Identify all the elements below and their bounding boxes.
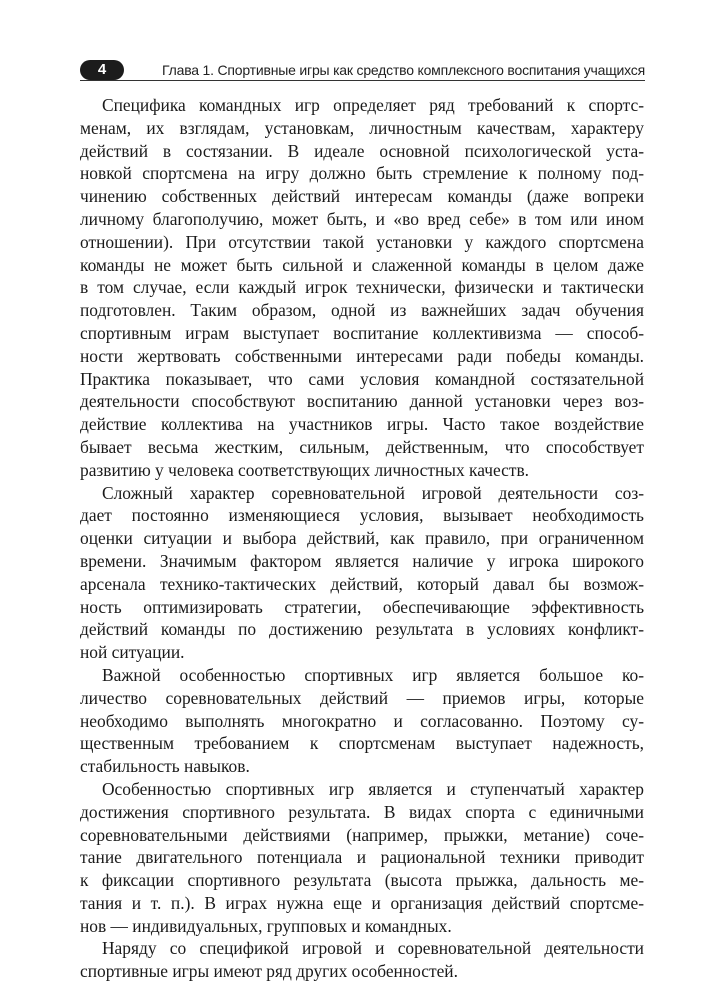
text-line: нов — индивидуальных, групповых и командных. <box>80 915 452 936</box>
text-line: ности жертвовать собственными интересами ради победы команды. <box>80 345 644 366</box>
text-line: соревновательными действиями (например, прыжки, метание) соче- <box>80 824 644 845</box>
text-line: деятельности способствуют воспитанию данной установки через воз- <box>80 391 644 412</box>
text-line: развитию у человека соответствующих личностных качеств. <box>80 459 529 480</box>
text-line: бывает весьма жестким, сильным, действенным, что способствует <box>80 436 644 457</box>
text-line: необходимо выполнять многократно и согласованно. Поэтому су- <box>80 710 644 731</box>
text-line: спортивным играм выступает воспитание коллективизма — способ- <box>80 322 644 343</box>
text-line: подготовлен. Таким образом, одной из важнейших задач обучения <box>80 300 644 321</box>
text-line: Важной особенностью спортивных игр является большое ко- <box>102 664 644 685</box>
text-line: ность оптимизировать стратегии, обеспечивающие эффективность <box>80 596 644 617</box>
text-line: тание двигательного потенциала и рациональной техники приводит <box>80 847 644 868</box>
text-line: к фиксации спортивного результата (высота прыжка, дальность ме- <box>80 870 644 891</box>
text-line: достижения спортивного результата. В видах спорта с единичными <box>80 801 644 822</box>
text-line: новкой спортсмена на игру должно быть стремление к полному под- <box>80 163 644 184</box>
running-header <box>80 60 645 82</box>
text-line: отношении). При отсутствии такой установки у каждого спортсмена <box>80 231 644 252</box>
text-line: оценки ситуации и выбора действий, как правило, при ограниченном <box>80 528 644 549</box>
text-line: ной ситуации. <box>80 642 185 663</box>
running-title: Глава 1. Спортивные игры как средство комплексного воспитания учащихся <box>162 62 645 78</box>
body-text <box>80 94 644 983</box>
text-line: стабильность навыков. <box>80 756 250 777</box>
text-line: Наряду со спецификой игровой и соревновательной деятельности <box>102 938 644 959</box>
paragraph <box>80 482 644 664</box>
text-line: щественным требованием к спортсменам выступает надежность, <box>80 733 644 754</box>
paragraph <box>80 937 644 983</box>
text-line: Практика показывает, что сами условия командной состязательной <box>80 368 644 389</box>
text-line: действий в состязании. В идеале основной психологической уста- <box>80 140 644 161</box>
paragraph <box>80 664 644 778</box>
text-line: в том случае, если каждый игрок технически, физически и тактически <box>80 277 644 298</box>
paragraph <box>80 778 644 938</box>
text-line: команды не может быть сильной и слаженной команды в целом даже <box>80 254 644 275</box>
text-line: дает постоянно изменяющиеся условия, вызывает необходимость <box>80 505 644 526</box>
text-line: менам, их взглядам, установкам, личностным качествам, характеру <box>80 117 644 138</box>
paragraph <box>80 94 644 482</box>
text-line: действий команды по достижению результата в условиях конфликт- <box>80 619 644 640</box>
text-line: Сложный характер соревновательной игровой деятельности соз- <box>102 482 644 503</box>
text-line: спортивные игры имеют ряд других особенностей. <box>80 961 458 982</box>
text-line: тания и т. п.). В играх нужна еще и организация действий спортсме- <box>80 892 644 913</box>
text-line: чинению собственных действий интересам команды (даже вопреки <box>80 186 644 207</box>
text-line: Специфика командных игр определяет ряд требований к спортс- <box>102 95 644 115</box>
text-line: действие коллектива на участников игры. Часто такое воздействие <box>80 414 644 435</box>
header-rule <box>80 80 645 81</box>
text-line: личество соревновательных действий — приемов игры, которые <box>80 687 644 708</box>
text-line: арсенала технико-тактических действий, который давал бы возмож- <box>80 573 644 594</box>
text-line: времени. Значимым фактором является наличие у игрока широкого <box>80 550 644 571</box>
text-line: Особенностью спортивных игр является и ступенчатый характер <box>102 778 644 799</box>
page-number-badge: 4 <box>80 60 124 80</box>
text-line: личному благополучию, может быть, и «во вред себе» в том или ином <box>80 208 644 229</box>
